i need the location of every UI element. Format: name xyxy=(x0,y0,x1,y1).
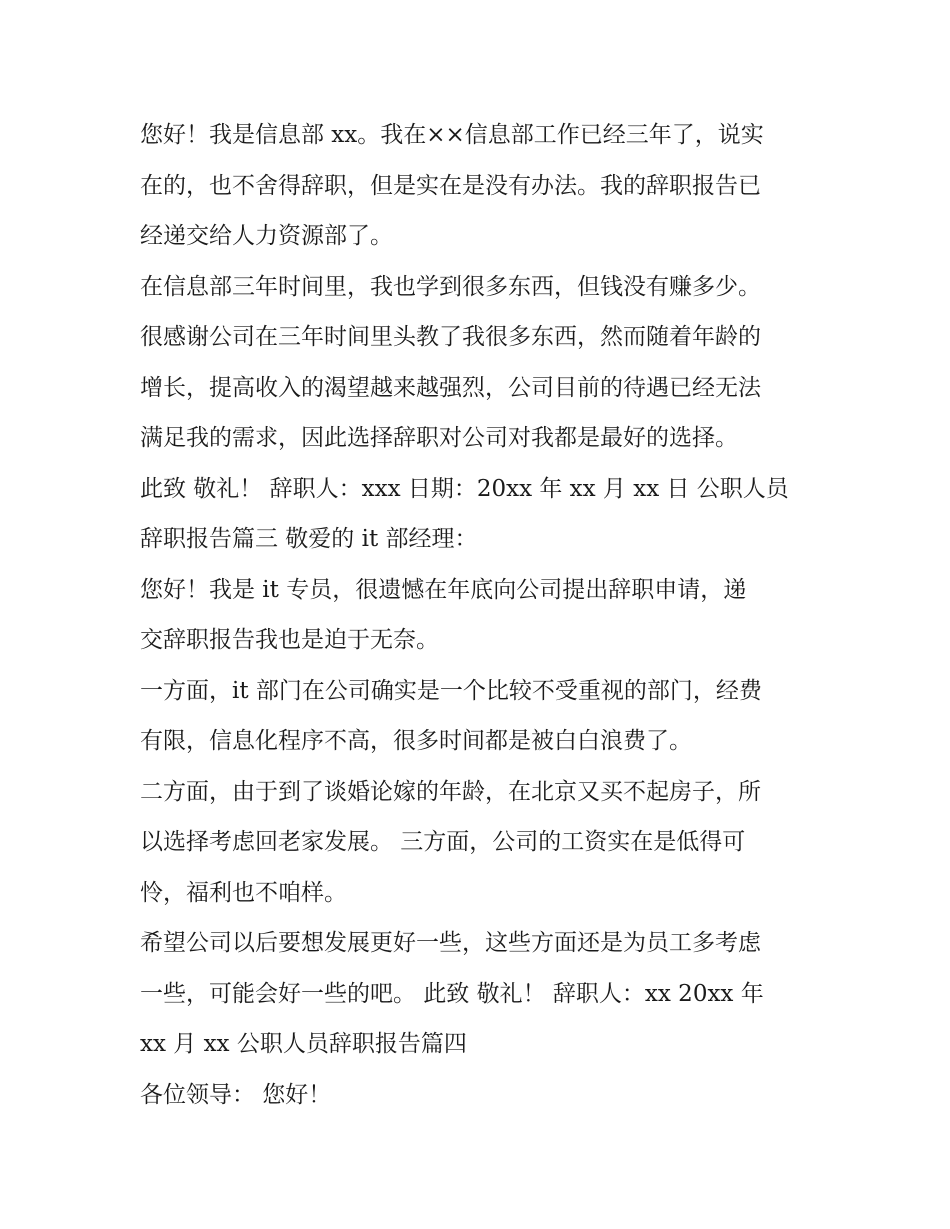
text-line: 满足我的需求，因此选择辞职对公司对我都是最好的选择。 xyxy=(140,425,738,451)
text-line: 交辞职报告我也是迫于无奈。 xyxy=(140,627,439,653)
text-line: xx 月 xx 公职人员辞职报告篇四 xyxy=(140,1031,467,1057)
text-line: 此致 敬礼！ 辞职人：xxx 日期：20xx 年 xx 月 xx 日 公职人员 xyxy=(140,475,789,502)
text-line: 在信息部三年时间里，我也学到很多东西，但钱没有赚多少。 xyxy=(140,273,761,300)
text-line: 增长，提高收入的渴望越来越强烈，公司目前的待遇已经无法 xyxy=(140,374,761,401)
text-line: 怜，福利也不咱样。 xyxy=(140,879,347,906)
document-body xyxy=(140,110,820,1120)
text-line: 希望公司以后要想发展更好一些，这些方面还是为员工多考虑 xyxy=(140,930,761,956)
text-line: 二方面，由于到了谈婚论嫁的年龄，在北京又买不起房子，所 xyxy=(140,778,761,805)
text-line: 经递交给人力资源部了。 xyxy=(140,223,393,249)
text-line: 您好！我是信息部 xx。我在××信息部工作已经三年了，说实 xyxy=(140,122,764,148)
text-line: 辞职报告篇三 敬爱的 it 部经理： xyxy=(140,526,478,552)
text-line: 各位领导： 您好！ xyxy=(140,1081,332,1108)
text-line: 在的，也不舍得辞职，但是实在是没有办法。我的辞职报告已 xyxy=(140,172,761,199)
text-line: 以选择考虑回老家发展。 三方面，公司的工资实在是低得可 xyxy=(140,829,746,855)
text-line: 一些，可能会好一些的吧。 此致 敬礼！ 辞职人：xx 20xx 年 xyxy=(140,980,764,1007)
text-line: 有限，信息化程序不高，很多时间都是被白白浪费了。 xyxy=(140,728,692,754)
text-line: 您好！我是 it 专员，很遗憾在年底向公司提出辞职申请，递 xyxy=(140,576,747,603)
text-line: 很感谢公司在三年时间里头教了我很多东西，然而随着年龄的 xyxy=(140,324,761,350)
text-line: 一方面，it 部门在公司确实是一个比较不受重视的部门，经费 xyxy=(140,677,762,704)
